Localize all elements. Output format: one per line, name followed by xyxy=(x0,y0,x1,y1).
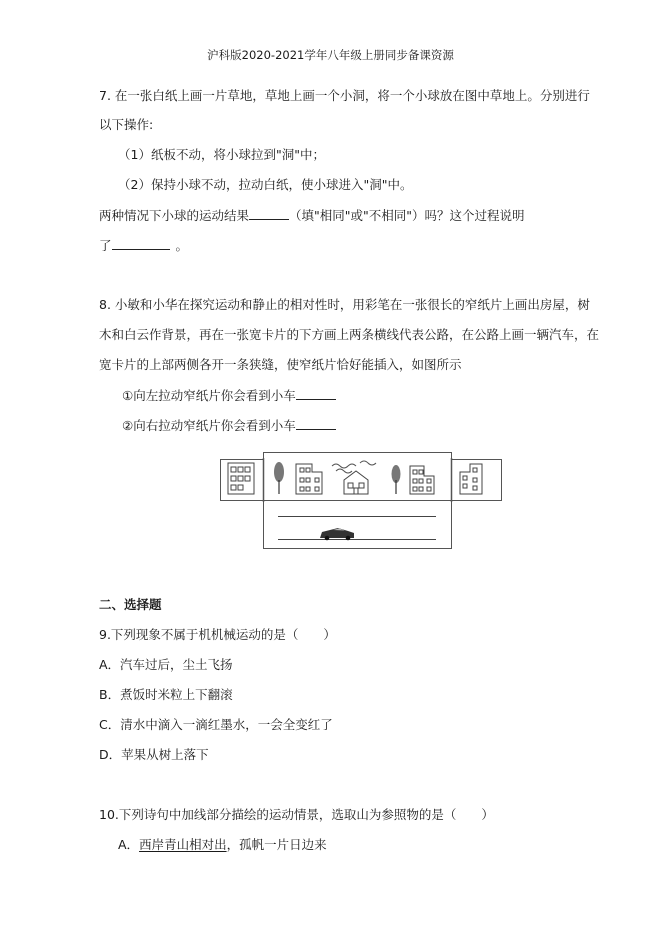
q8-line2: 木和白云作背景，再在一张宽卡片的下方画上两条横线代表公路，在公路上画一辆汽车，在 xyxy=(99,327,600,342)
q8-item-1 xyxy=(122,387,336,404)
q9-option-d[interactable]: D．苹果从树上落下 xyxy=(99,747,209,762)
answer-blank[interactable] xyxy=(112,237,170,250)
section-title: 二、选择题 xyxy=(99,597,162,612)
q7-line5 xyxy=(99,207,525,224)
q9-option-b[interactable]: B．煮饭时米粒上下翻滚 xyxy=(99,687,233,702)
q7-line6-text-a: 了 xyxy=(99,238,112,253)
q7-line5-text-a: 两种情况下小球的运动结果 xyxy=(99,208,250,223)
q8-item-2 xyxy=(122,417,336,434)
q10-option-a[interactable] xyxy=(118,837,327,853)
q8-item-1-text: ①向左拉动窄纸片你会看到小车 xyxy=(122,388,296,403)
q8-line3: 宽卡片的上部两侧各开一条狭缝，使窄纸片恰好能插入，如图所示 xyxy=(99,357,462,372)
q7-line5-text-b: （填"相同"或"不相同"）吗？这个过程说明 xyxy=(289,208,525,223)
q7-line6-text-b: 。 xyxy=(175,238,189,253)
q10-option-a-prefix: A． xyxy=(118,837,140,852)
q9-option-c[interactable]: C．清水中滴入一滴红墨水，一会全变红了 xyxy=(99,717,333,732)
q10-stem: 10.下列诗句中加线部分描绘的运动情景，选取山为参照物的是（ ） xyxy=(99,807,494,822)
q10-option-a-underlined: 西岸青山相对出 xyxy=(139,837,227,852)
q7-line2: 以下操作: xyxy=(99,117,154,132)
q10-option-a-rest: ，孤帆一片日边来 xyxy=(226,837,327,852)
q9-stem: 9.下列现象不属于机机械运动的是（ ） xyxy=(99,627,336,642)
q7-operation-2: （2）保持小球不动，拉动白纸，使小球进入"洞"中。 xyxy=(118,177,413,192)
q9-option-a[interactable]: A．汽车过后，尘土飞扬 xyxy=(99,657,233,672)
q7-line6 xyxy=(99,237,188,254)
q7-line1: 7. 在一张白纸上画一片草地，草地上画一个小洞，将一个小球放在图中草地上。分别进行 xyxy=(99,88,590,103)
q8-line1: 8. 小敏和小华在探究运动和静止的相对性时，用彩笔在一张很长的窄纸片上画出房屋，树 xyxy=(99,297,590,312)
page-header: 沪科版2020-2021学年八年级上册同步备课资源 xyxy=(207,48,454,62)
answer-blank[interactable] xyxy=(249,207,289,220)
card-and-strip-figure xyxy=(220,452,502,550)
q8-item-2-text: ②向右拉动窄纸片你会看到小车 xyxy=(122,418,296,433)
answer-blank[interactable] xyxy=(296,417,336,430)
q7-operation-1: （1）纸板不动，将小球拉到"洞"中； xyxy=(118,147,325,162)
answer-blank[interactable] xyxy=(296,387,336,400)
